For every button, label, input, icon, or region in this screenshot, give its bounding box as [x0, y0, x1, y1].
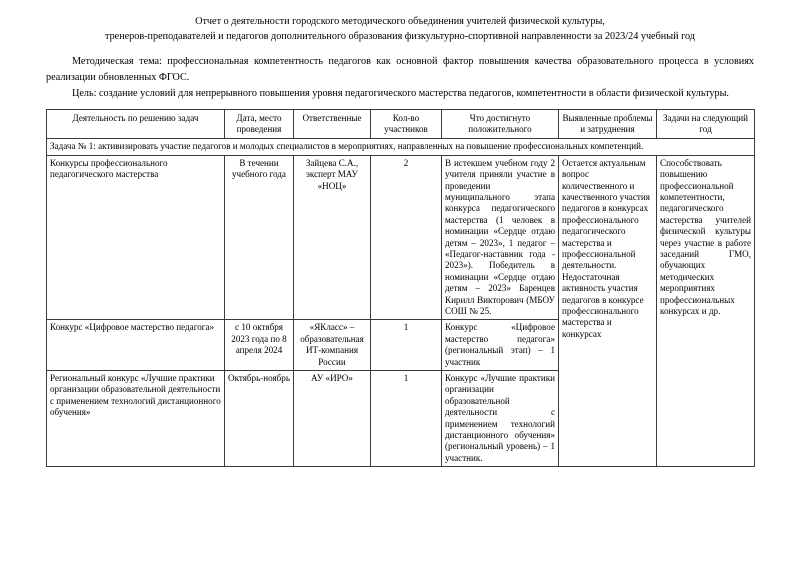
table-header-row	[47, 109, 755, 139]
column-header-next-tasks: Задачи на следующий год	[657, 109, 755, 139]
cell-participants: 2	[371, 155, 442, 320]
cell-date-place: В течении учебного года	[225, 155, 294, 320]
document-title-line-2: тренеров-преподавателей и педагогов дополнительного образования физкультурно-спортивной направленности за 2023/24 учебный год	[105, 31, 695, 42]
cell-activity: Региональный конкурс «Лучшие практики организации образовательной деятельности с применением технологий дистанционного обучения»	[47, 371, 225, 467]
cell-achieved: Конкурс «Лучшие практики организации образовательной деятельности с применением технологий дистанционного обучения» (региональный уровень) – 1 участник.	[442, 371, 559, 467]
cell-activity: Конкурс «Цифровое мастерство педагога»	[47, 320, 225, 371]
cell-achieved: В истекшем учебном году 2 учителя приняли участие в проведении муниципального этапа конкурса педагогического мастерства (1 человек в номинации «Сердце отдаю детям – 2023», 1 педагог – «Педагог-наставник года - 2023»). Победитель в номинации «Сердце отдаю детям – 2023» Баренцев Кирилл Викторович (МБОУ СОШ № 25.	[442, 155, 559, 320]
column-header-activity: Деятельность по решению задач	[47, 109, 225, 139]
document-title-line-1: Отчет о деятельности городского методического объединения учителей физической культуры,	[195, 16, 605, 27]
column-header-date-place: Дата, место проведения	[225, 109, 294, 139]
column-header-achieved: Что достигнуто положительного	[442, 109, 559, 139]
methodical-theme-paragraph: Методическая тема: профессиональная компетентность педагогов как основной фактор повышения качества образовательного процесса в условиях реализации обновленных ФГОС.	[46, 56, 754, 83]
cell-responsible: Зайцева С.А., эксперт МАУ «НОЦ»	[294, 155, 371, 320]
column-header-problems: Выявленные проблемы и затруднения	[559, 109, 657, 139]
cell-date-place: с 10 октября 2023 года по 8 апреля 2024	[225, 320, 294, 371]
cell-next-tasks: Способствовать повышению профессиональной компетентности, педагогического мастерства учителей физической культуры через участие в работе заседаний ГМО, обучающих методических мероприятиях профессиональных конкурсах и др.	[657, 155, 755, 467]
cell-problems: Остается актуальным вопрос количественного и качественного участия педагогов в конкурсах профессионального педагогического мастерства и профессиональной деятельности. Недостаточная активность участия педагогов в конкурсе профессионального мастерства и конкурсах	[559, 155, 657, 467]
goal-paragraph: Цель: создание условий для непрерывного повышения уровня педагогического мастерства педагогов, компетентности в области физической культуры.	[72, 88, 729, 99]
cell-date-place: Октябрь-ноябрь	[225, 371, 294, 467]
table-row	[47, 155, 755, 320]
task-banner-cell: Задача № 1: активизировать участие педагогов и молодых специалистов в мероприятиях, направленных на повышение профессиональных компетенций.	[47, 139, 755, 155]
column-header-responsible: Ответственные	[294, 109, 371, 139]
cell-achieved: Конкурс «Цифровое мастерство педагога» (региональный этап) – 1 участник	[442, 320, 559, 371]
cell-activity: Конкурсы профессионального педагогического мастерства	[47, 155, 225, 320]
cell-participants: 1	[371, 320, 442, 371]
cell-responsible: АУ «ИРО»	[294, 371, 371, 467]
cell-participants: 1	[371, 371, 442, 467]
task-banner-row	[47, 139, 755, 155]
document-title	[46, 14, 754, 44]
report-table	[46, 109, 755, 468]
cell-responsible: «ЯКласс» – образовательная ИТ-компания России	[294, 320, 371, 371]
column-header-participants: Кол-во участников	[371, 109, 442, 139]
